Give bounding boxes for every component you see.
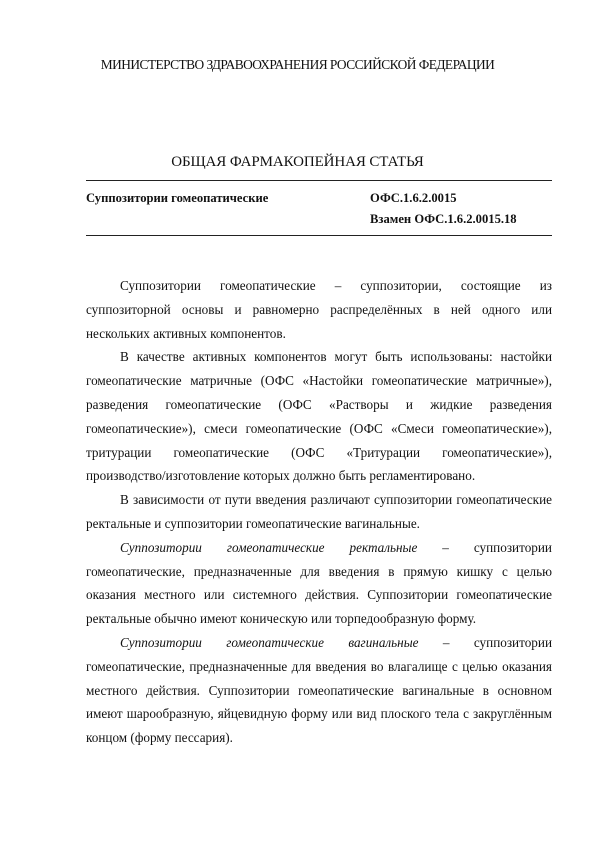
term-vaginal: Суппозитории гомеопатические вагинальные: [120, 634, 419, 650]
document-type-title: ОБЩАЯ ФАРМАКОПЕЙНАЯ СТАТЬЯ: [171, 154, 424, 170]
monograph-code: ОФС.1.6.2.0015: [370, 191, 457, 205]
replaces-code: Взамен ОФС.1.6.2.0015.18: [370, 212, 517, 226]
ministry-heading: МИНИСТЕРСТВО ЗДРАВООХРАНЕНИЯ РОССИЙСКОЙ ФЕДЕРАЦИИ: [100, 57, 495, 72]
paragraph-active-components: В качестве активных компонентов могут быть использованы: настойки гомеопатические матричные (ОФС «Настойки гомеопатические матричные»), разведения гомеопатические (ОФС «Растворы и жидкие разведения гомеопатические»), смеси гомеопатические (ОФС «Смеси гомеопатические»), тритурации гомеопатические (ОФС «Тритурации гомеопатические»), производство/изготовление которых должно быть регламентировано.: [86, 349, 552, 484]
paragraph-vaginal: [86, 631, 552, 750]
definition-vaginal: – суппозитории гомеопатические, предназначенные для введения во влагалище с целью оказания местного действия. Суппозитории гомеопатические вагинальные в основном имеют шарообразную, яйцевидную форму или вид плоского тела с закруглённым концом (форму пессария).: [86, 634, 553, 746]
paragraph-definition: Суппозитории гомеопатические – суппозитории, состоящие из суппозиторной основы и равномерно распределённых в ней одного или нескольких активных компонентов.: [86, 278, 552, 341]
bottom-divider: [86, 235, 552, 236]
monograph-name: Суппозитории гомеопатические: [86, 191, 269, 205]
definition-rectal: – суппозитории гомеопатические, предназначенные для введения в прямую кишку с целью оказания местного или системного действия. Суппозитории гомеопатические ректальные обычно имеют коническую или торпедообразную форму.: [86, 539, 552, 627]
term-rectal: Суппозитории гомеопатические ректальные: [120, 539, 418, 555]
monograph-body: [86, 274, 552, 750]
paragraph-rectal: [86, 536, 552, 631]
paragraph-classification: В зависимости от пути введения различают суппозитории гомеопатические ректальные и суппозитории гомеопатические вагинальные.: [86, 492, 552, 531]
top-divider: [86, 180, 552, 181]
